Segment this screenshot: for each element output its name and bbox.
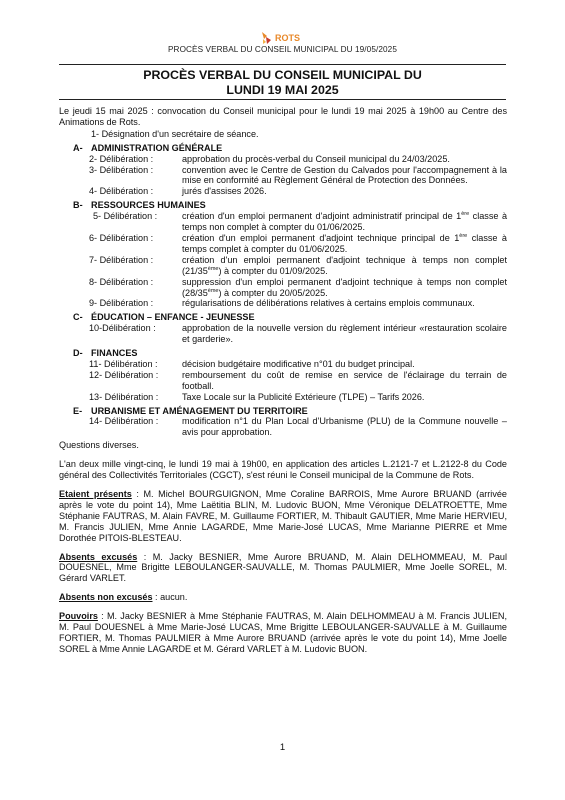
non-excuses-label: Absents non excusés (59, 592, 153, 603)
section-c-letter: C- (73, 312, 83, 323)
item-label: 8- Délibération : (89, 276, 154, 287)
pouvoirs-label: Pouvoirs (59, 611, 98, 622)
title-line-1: PROCÈS VERBAL DU CONSEIL MUNICIPAL DU (143, 68, 422, 82)
item-text: Taxe Locale sur la Publicité Extérieure (TLPE) – Tarifs 2026. (182, 391, 425, 402)
agenda-item-7 (59, 255, 507, 277)
section-b-heading (59, 200, 507, 211)
agenda-item-13 (59, 392, 507, 403)
section-d-heading (59, 348, 507, 359)
item-label: 2- Délibération : (89, 153, 154, 164)
non-excuses-text: : aucun. (152, 592, 188, 603)
item-label: 9- Délibération : (89, 298, 154, 309)
section-a-title: ADMINISTRATION GÉNÉRALE (91, 142, 223, 153)
document-body (59, 106, 507, 655)
agenda-item-9 (59, 298, 507, 309)
item-text: création d'un emploi permanent d'adjoint administratif principal de 1ère classe à temps non complet à compter du 01/06/2025. (182, 211, 507, 233)
item-text: jurés d'assises 2026. (182, 186, 267, 197)
presents-paragraph (59, 489, 507, 544)
logo-text: ROTS (275, 33, 301, 43)
section-c-heading (59, 312, 507, 323)
section-e-title: URBANISME ET AMÉNAGEMENT DU TERRITOIRE (91, 405, 308, 416)
title-line-2: LUNDI 19 MAI 2025 (226, 83, 339, 97)
item-text: suppression d'un emploi permanent d'adjoint technique à temps non complet (28/35ème) à compter du 20/05/2025. (182, 276, 507, 298)
rots-logo-icon (260, 31, 273, 45)
rots-logo (260, 31, 300, 45)
item-text: création d'un emploi permanent d'adjoint technique principal de 1ère classe à temps complet à compter du 01/06/2025. (182, 232, 507, 254)
item-text: approbation du procès-verbal du Conseil municipal du 24/03/2025. (182, 153, 450, 164)
agenda-item-2 (59, 154, 507, 165)
page-number: 1 (279, 742, 286, 753)
section-a-heading (59, 143, 507, 154)
section-a-letter: A- (73, 142, 83, 153)
item-label: 6- Délibération : (89, 232, 154, 243)
agenda-item-11 (59, 359, 507, 370)
presents-list: : M. Michel BOURGUIGNON, Mme Coraline BARROIS, Mme Aurore BRUAND (arrivée après le vote du point 14), Mme Laëtitia BLIN, M. Ludovic BUON, Mme Véronique DELATROETTE, Mme Stéphanie FAUTRAS, M. Alain FAVRE, M. Guillaume FORTIER, M. Thibault GAUTIER, Mme Marie HERVIEU, M. Francis JULIEN, Mme Annie LAGARDE, Mme Marie-José LUCAS, Mme Marianne PIERRE et Mme Dorothée PITOIS-BLESTEAU. (59, 489, 507, 543)
section-b-title: RESSOURCES HUMAINES (91, 200, 206, 211)
excuses-list: : M. Jacky BESNIER, Mme Aurore BRUAND, M. Alain DELHOMMEAU, M. Paul DOUESNEL, Mme Brigitte LEBOULANGER-SAUVALLE, M. Thomas PAULMIER, Mme Joelle SOREL, M. Gérard VARLET. (59, 551, 507, 584)
running-header: PROCÈS VERBAL DU CONSEIL MUNICIPAL DU 19/05/2025 (168, 45, 397, 54)
agenda-item-12 (59, 370, 507, 392)
agenda-item-4 (59, 186, 507, 197)
item-label: 4- Délibération : (89, 186, 154, 197)
item-label: 7- Délibération : (89, 254, 154, 265)
item-label: 11- Délibération : (89, 358, 158, 369)
item-label: 13- Délibération : (89, 391, 159, 402)
item-text: approbation de la nouvelle version du règlement intérieur «restauration scolaire et garderie». (182, 323, 507, 345)
agenda-item-10 (59, 323, 507, 345)
item-text: régularisations de délibérations relatives à certains emplois communaux. (182, 298, 475, 309)
item-text: création d'un emploi permanent d'adjoint technique à temps non complet (21/35ème) à compter du 01/09/2025. (182, 254, 507, 276)
item-text: décision budgétaire modificative n°01 du budget principal. (182, 358, 415, 369)
section-e-heading (59, 406, 507, 417)
item-label: 3- Délibération : (89, 164, 154, 175)
item-text: convention avec le Centre de Gestion du Calvados pour l'accompagnement à la mise en conformité au Règlement Général de Protection des Données. (182, 164, 507, 186)
presents-label: Etaient présents (59, 489, 132, 499)
item-label: 14- Délibération : (89, 416, 159, 427)
agenda-item-1: 1- Désignation d'un secrétaire de séance. (91, 128, 259, 139)
excuses-label: Absents excusés (59, 551, 138, 562)
agenda-item-6 (59, 233, 507, 255)
section-d-title: FINANCES (91, 348, 138, 359)
agenda-item-14 (59, 416, 507, 438)
excuses-paragraph (59, 552, 507, 585)
item-text: remboursement du coût de remise en service de l'éclairage du terrain de football. (182, 369, 507, 391)
questions-diverses: Questions diverses. (59, 440, 139, 451)
agenda-item-3 (59, 165, 507, 187)
intro-paragraph: Le jeudi 15 mai 2025 : convocation du Conseil municipal pour le lundi 19 mai 2025 à 19h00 au Centre des Animations de Rots. (59, 106, 507, 127)
section-e-letter: E- (73, 405, 83, 416)
agenda-item-8 (59, 277, 507, 299)
item-text: modification n°1 du Plan Local d'Urbanisme (PLU) de la Commune nouvelle – avis pour approbation. (182, 416, 507, 438)
item-label: 10-Délibération : (89, 323, 156, 334)
opening-paragraph: L'an deux mille vingt-cinq, le lundi 19 mai à 19h00, en application des articles L.2121-7 et L.2122-8 du Code général des Collectivités Territoriales (CGCT), s'est réuni le Conseil municipal de la Commune de Rots. (59, 459, 507, 481)
item-label: 12- Délibération : (89, 369, 159, 380)
item-label: 5- Délibération : (93, 211, 158, 222)
page-title (59, 64, 506, 100)
non-excuses-paragraph (59, 592, 507, 603)
pouvoirs-list: : M. Jacky BESNIER à Mme Stéphanie FAUTRAS, M. Alain DELHOMMEAU à M. Francis JULIEN, M. Paul DOUESNEL à Mme Marie-José LUCAS, Mme Brigitte LEBOULANGER-SAUVALLE à M. Guillaume FORTIER, M. Thomas PAULMIER à Mme Aurore BRUAND (arrivée après le vote du point 14), Mme Joelle SOREL à Mme Annie LAGARDE et M. Gérard VARLET à M. Ludovic BUON. (59, 611, 507, 654)
pouvoirs-paragraph (59, 611, 507, 655)
agenda-item-5 (59, 211, 507, 233)
section-d-letter: D- (73, 348, 83, 359)
section-c-title: ÉDUCATION – ENFANCE - JEUNESSE (91, 312, 255, 323)
section-b-letter: B- (73, 200, 83, 211)
